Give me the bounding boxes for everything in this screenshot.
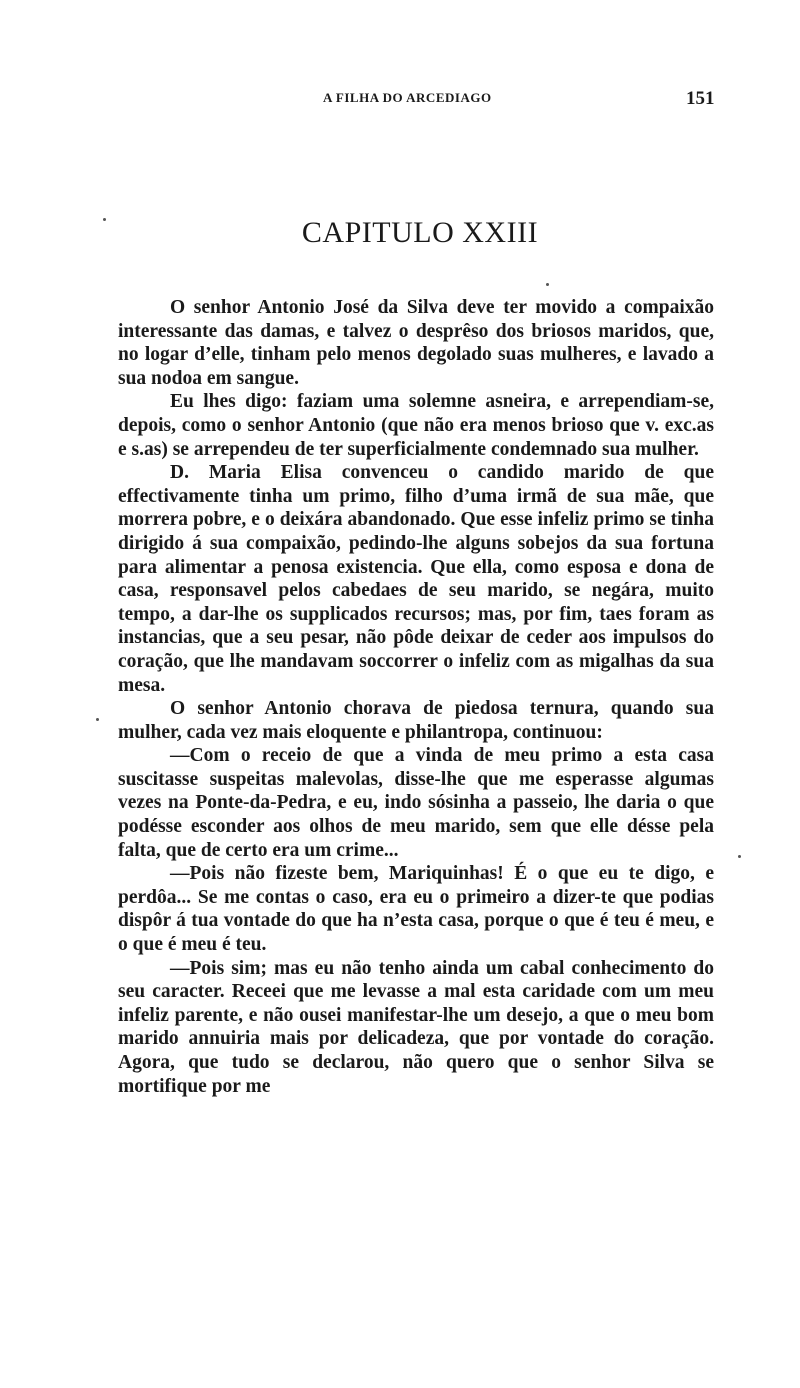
print-speck [546,283,549,286]
paragraph-4: O senhor Antonio chorava de piedosa ternura, quando sua mulher, cada vez mais eloquente e philantropa, continuou: [118,698,714,743]
paragraph-6: —Pois não fizeste bem, Mariquinhas! É o que eu te digo, e perdôa... Se me contas o caso, era eu o primeiro a dizer-te que podias dispôr á tua vontade do que ha n’esta casa, porque o que é teu é meu, e o que é meu é teu. [118,863,714,956]
print-speck [103,218,106,221]
print-speck [738,855,741,858]
running-head [0,88,800,112]
chapter-title: CAPITULO XXIII [301,216,539,250]
page-number: 151 [686,88,715,109]
chapter-body [118,296,714,1098]
paragraph-7: —Pois sim; mas eu não tenho ainda um cabal conhecimento do seu caracter. Receei que me levasse a mal esta caridade com um meu infeliz parente, e não ousei manifestar-lhe um desejo, a que o meu bom marido annuiria mais por delicadeza, que por vontade do coração. Agora, que tudo se declarou, não quero que o senhor Silva se mortifique por me [118,957,714,1097]
running-title: A FILHA DO ARCEDIAGO [323,90,492,105]
print-speck [96,718,99,721]
paragraph-2: Eu lhes digo: faziam uma solemne asneira, e arrependiam-se, depois, como o senhor Antonio (que não era menos brioso que v. exc.as e s.as) se arrependeu de ter superficialmente condemnado sua mulher. [118,391,714,460]
paragraph-3: D. Maria Elisa convenceu o candido marido de que effectivamente tinha um primo, filho d’uma irmã de sua mãe, que morrera pobre, e o deixára abandonado. Que esse infeliz primo se tinha dirigido á sua compaixão, pedindo-lhe alguns sobejos da sua fortuna para alimentar a penosa existencia. Que ella, como esposa e dona de casa, responsavel pelos cabedaes de seu marido, se negára, muito tempo, a dar-lhe os supplicados recursos; mas, por fim, taes foram as instancias, que a seu pesar, não pôde deixar de ceder aos impulsos do coração, que lhe mandavam soccorrer o infeliz com as migalhas da sua mesa. [118,462,714,696]
paragraph-5: —Com o receio de que a vinda de meu primo a esta casa suscitasse suspeitas malevolas, disse-lhe que me esperasse algumas vezes na Ponte-da-Pedra, e eu, indo sósinha a passeio, lhe daria o que podésse esconder aos olhos de meu marido, sem que elle désse pela falta, que de certo era um crime... [118,745,714,861]
paragraph-1: O senhor Antonio José da Silva deve ter movido a compaixão interessante das damas, e talvez o desprêso dos briosos maridos, que, no logar d’elle, tinham pelo menos degolado suas mulheres, e lavado a sua nodoa em sangue. [118,297,714,389]
